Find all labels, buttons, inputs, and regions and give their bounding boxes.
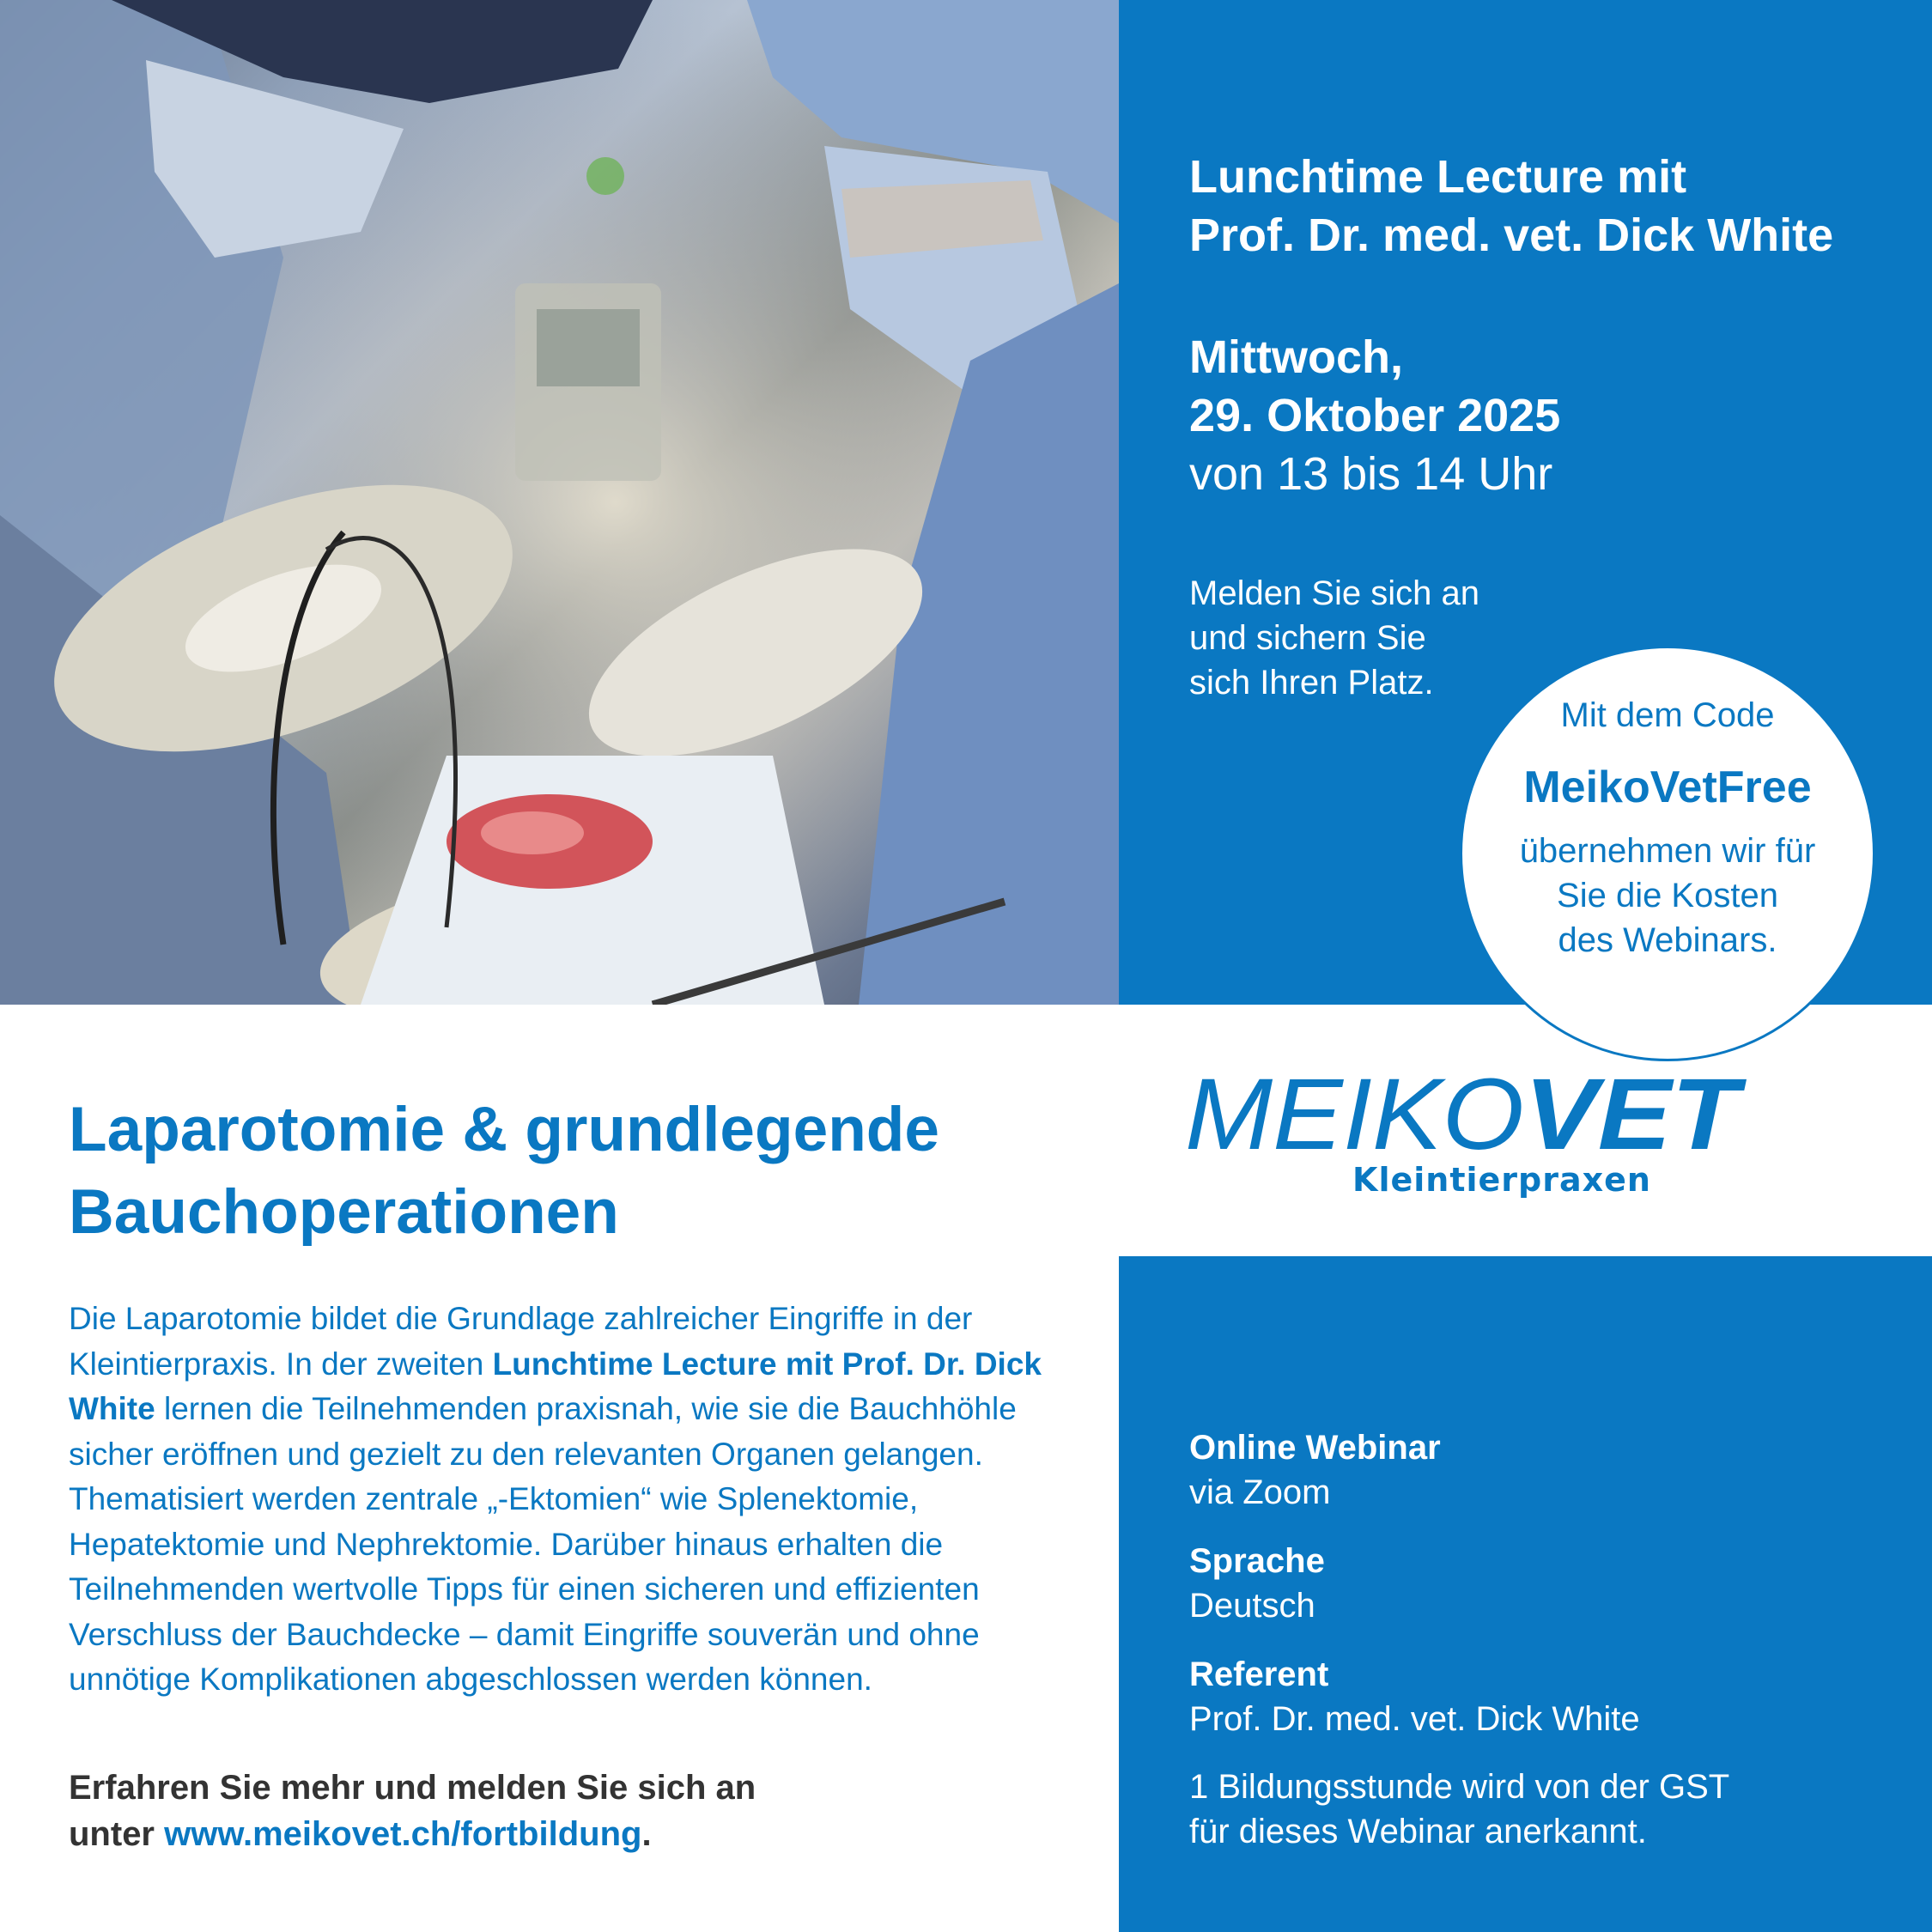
event-title-line1: Lunchtime Lecture mit: [1189, 151, 1687, 203]
badge-intro: Mit dem Code: [1560, 696, 1775, 734]
body-rest: lernen die Teilnehmenden praxisnah, wie sie die Bauchhöhle sicher eröffnen und gezielt zu den relevanten Organen gelangen. Thematisiert werden zentrale „-Ektomien“ wie Splenektomie, Hepatektomie und Nephrektomie. Darüber hinaus erhalten die Teilnehmenden wertvolle Tipps für einen sicheren und effizienten Verschluss der Bauchdecke – damit Eingriffe souverän und ohne unnötige Komplikationen abgeschlossen werden können.: [69, 1391, 1017, 1697]
event-date: 29. Oktober 2025: [1189, 390, 1561, 441]
more-line1: Erfahren Sie mehr und melden Sie sich an: [69, 1769, 756, 1807]
more-info-text: [69, 1765, 1056, 1857]
badge-description: [1488, 829, 1847, 963]
registration-link[interactable]: www.meikovet.ch/fortbildung: [164, 1815, 642, 1853]
event-title-line2: Prof. Dr. med. vet. Dick White: [1189, 210, 1834, 261]
signup-text: [1189, 571, 1567, 705]
surgery-photo: [0, 0, 1119, 1005]
badge-line3: des Webinars.: [1558, 921, 1777, 959]
badge-line1: übernehmen wir für: [1519, 832, 1816, 870]
more-line2: [69, 1811, 1056, 1857]
signup-line2: und sichern Sie: [1189, 619, 1426, 657]
signup-line1: Melden Sie sich an: [1189, 574, 1479, 612]
credit-line1: 1 Bildungsstunde wird von der GST: [1189, 1768, 1730, 1806]
speaker-value: Prof. Dr. med. vet. Dick White: [1189, 1700, 1640, 1738]
headline-line1: Laparotomie & grundlegende: [69, 1095, 939, 1164]
event-time: von 13 bis 14 Uhr: [1189, 448, 1553, 500]
detail-format: [1189, 1425, 1893, 1515]
detail-speaker: [1189, 1652, 1893, 1741]
surgery-photo-illustration: [0, 0, 1119, 1005]
event-title: [1189, 148, 1893, 264]
more-prefix: unter: [69, 1815, 165, 1853]
format-value: via Zoom: [1189, 1473, 1331, 1511]
logo-brand-bold: VET: [1524, 1063, 1747, 1171]
event-day: Mittwoch,: [1189, 331, 1403, 383]
article-body: [69, 1297, 1099, 1703]
language-label: Sprache: [1189, 1542, 1325, 1580]
format-label: Online Webinar: [1189, 1429, 1441, 1467]
more-suffix: .: [641, 1815, 652, 1853]
body-highlight: Lunchtime Lecture mit Prof. Dr. Dick White: [69, 1346, 1042, 1426]
badge-line2: Sie die Kosten: [1557, 877, 1778, 914]
speaker-label: Referent: [1189, 1656, 1329, 1693]
article-headline: [69, 1089, 1082, 1254]
credit-line2: für dieses Webinar anerkannt.: [1189, 1813, 1647, 1850]
detail-language: [1189, 1539, 1893, 1628]
headline-line2: Bauchoperationen: [69, 1177, 619, 1247]
signup-line3: sich Ihren Platz.: [1189, 664, 1434, 702]
promo-code-badge: [1460, 646, 1875, 1061]
logo-brand-light: MEIKO: [1185, 1063, 1524, 1171]
body-intro: Die Laparotomie bildet die Grundlage zahlreicher Eingriffe in der Kleintierpraxis. In der zweiten: [69, 1301, 973, 1382]
promo-code: MeikoVetFree: [1523, 762, 1812, 812]
detail-credit: [1189, 1765, 1893, 1854]
event-datetime: [1189, 328, 1560, 503]
language-value: Deutsch: [1189, 1587, 1315, 1625]
logo-subtitle: Kleintierpraxen: [1352, 1161, 1651, 1199]
